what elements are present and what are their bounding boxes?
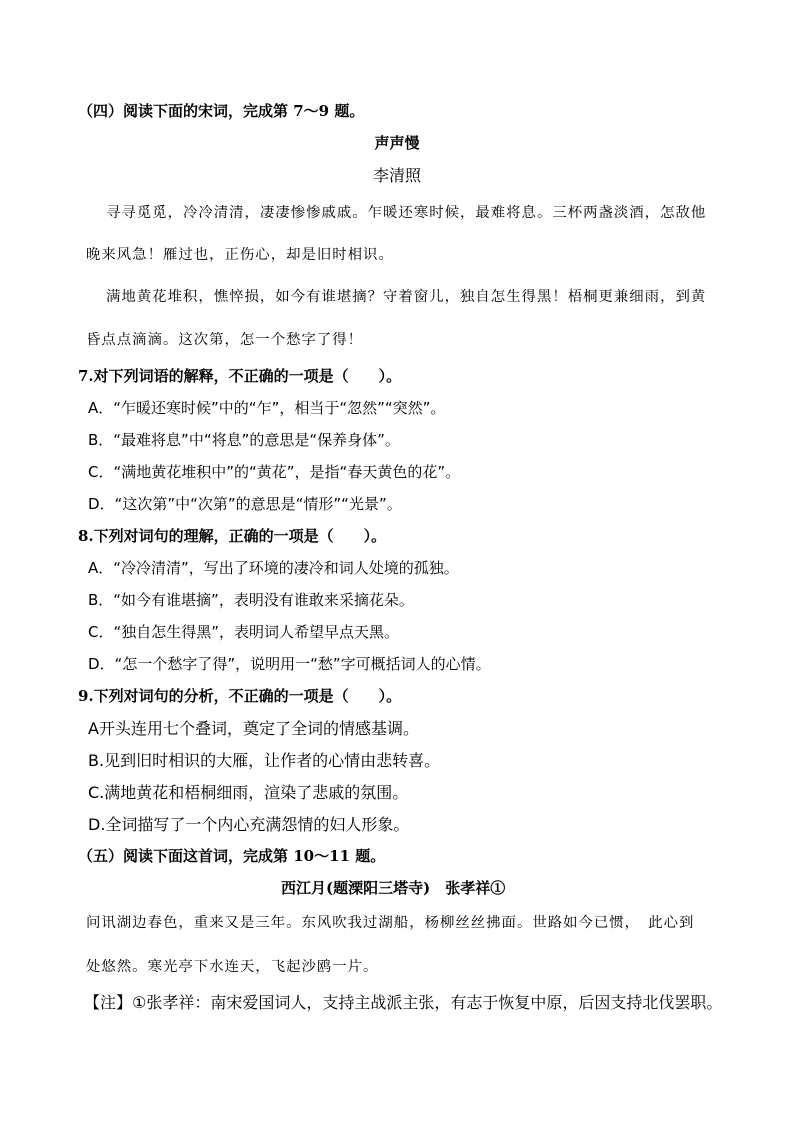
poem-line: 满地黄花堆积，憔悴损，如今有谁堪摘？守着窗儿，独自怎生得黑！梧桐更兼细雨，到黄 <box>106 289 707 305</box>
question-9-option-c: C.满地黄花和梧桐细雨，渲染了悲戚的氛围。 <box>88 783 409 802</box>
question-8-option-b: B．“如今有谁堪摘”，表明没有谁敢来采摘花朵。 <box>88 591 414 609</box>
question-9-option-a: A开头连用七个叠词，奠定了全词的情感基调。 <box>88 719 419 738</box>
section-5-heading: （五）阅读下面这首词，完成第 10～11 题。 <box>78 847 386 865</box>
question-7-option-a: A．“乍暖还寒时候”中的“乍”，相当于“忽然”“突然”。 <box>88 399 446 417</box>
question-8-option-c: C．“独自怎生得黑”，表明词人希望早点天黑。 <box>88 623 400 641</box>
question-9-option-d: D.全词描写了一个内心充满怨情的妇人形象。 <box>88 815 410 834</box>
question-7-stem: 7.对下列词语的解释，不正确的一项是（ ）。 <box>78 367 402 385</box>
poem-line: 问讯湖边春色，重来又是三年。东风吹我过湖船，杨柳丝丝拂面。世路如今已惯， 此心到 <box>86 915 695 931</box>
question-7-option-b: B．“最难将息”中“将息”的意思是“保养身体”。 <box>88 431 400 449</box>
poem-line: 寻寻觅觅，冷冷清清，凄凄惨惨戚戚。乍暖还寒时候，最难将息。三杯两盏淡酒，怎敌他 <box>106 205 707 221</box>
question-8-stem: 8.下列对词句的理解，正确的一项是（ ）。 <box>78 527 387 545</box>
question-9-option-b: B.见到旧时相识的大雁，让作者的心情由悲转喜。 <box>88 751 441 770</box>
poem-title: 声声慢 <box>374 134 420 152</box>
poem-line: 晚来风急！雁过也，正伤心，却是旧时相识。 <box>86 247 394 263</box>
section-4-heading: （四）阅读下面的宋词，完成第 7～9 题。 <box>78 102 365 120</box>
question-8-option-a: A．“冷冷清清”，写出了环境的凄冷和词人处境的孤独。 <box>88 559 459 577</box>
poem-line: 处悠然。寒光亭下水连天，飞起沙鸥一片。 <box>86 959 379 975</box>
poem-author: 李清照 <box>372 166 421 185</box>
question-7-option-d: D．“这次第”中“次第”的意思是“情形”“光景”。 <box>88 495 402 513</box>
question-8-option-d: D．“怎一个愁字了得”，说明用一“愁”字可概括词人的心情。 <box>88 655 491 673</box>
question-7-option-c: C．“满地黄花堆积中”的“黄花”，是指“春天黄色的花”。 <box>88 463 461 481</box>
poem-line: 昏点点滴滴。这次第，怎一个愁字了得！ <box>86 332 364 348</box>
footnote: 【注】①张孝祥：南宋爱国词人，支持主战派主张，有志于恢复中原，后因支持北伐罢职。 <box>84 993 723 1012</box>
poem-title: 西江月(题溧阳三塔寺) 张孝祥① <box>281 879 506 897</box>
question-9-stem: 9.下列对词句的分析，不正确的一项是（ ）。 <box>78 687 402 705</box>
